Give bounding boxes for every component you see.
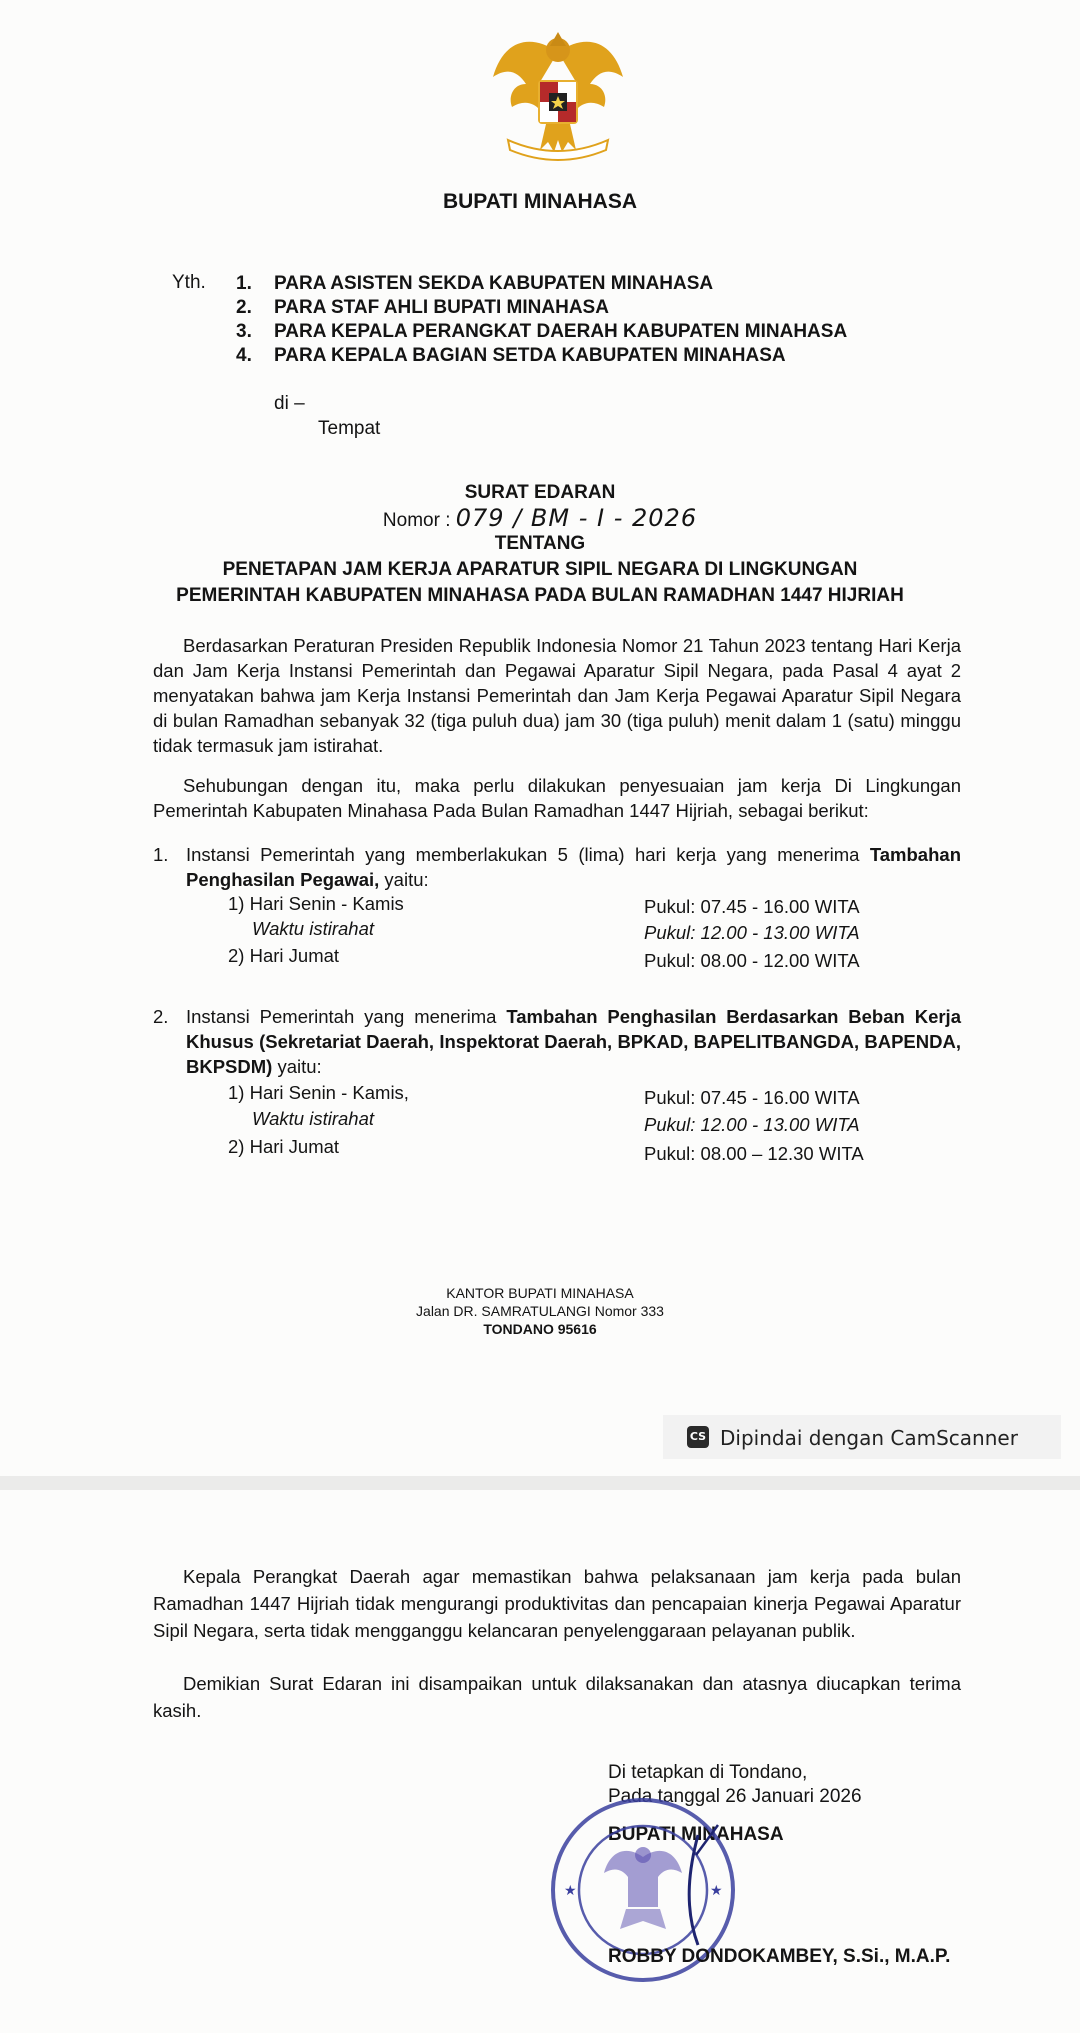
tentang-label: TENTANG	[494, 533, 586, 554]
garuda-emblem-icon	[488, 22, 628, 172]
schedule-row-label: 1) Hari Senin - Kamis	[228, 893, 404, 914]
schedule-row-time: Pukul: 08.00 - 12.00 WITA	[644, 950, 860, 971]
schedule-row-time: Pukul: 12.00 - 13.00 WITA	[644, 1114, 860, 1135]
body-paragraph-2: Sehubungan dengan itu, maka perlu dilakukan penyesuaian jam kerja Di Lingkungan Pemerintah Kabupaten Minahasa Pada Bulan Ramadhan 1447 Hijriah, sebagai berikut:	[153, 775, 961, 821]
schedule-row-label: Waktu istirahat	[252, 1108, 375, 1129]
schedule-row-time: Pukul: 07.45 - 16.00 WITA	[644, 1087, 860, 1108]
document-number: Nomor : 079 / BM - I - 2026	[382, 504, 698, 532]
subject-line-2: PEMERINTAH KABUPATEN MINAHASA PADA BULAN RAMADHAN 1447 HIJRIAH	[176, 585, 904, 606]
body-paragraph-4: Demikian Surat Edaran ini disampaikan untuk dilaksanakan dan atasnya diucapkan terima kasih.	[153, 1673, 961, 1721]
recipient-list	[236, 272, 847, 368]
handwritten-number: 079 / BM - I - 2026	[455, 504, 698, 532]
list-item: 3. PARA KEPALA PERANGKAT DAERAH KABUPATEN MINAHASA	[236, 321, 848, 342]
list-item: 2. PARA STAF AHLI BUPATI MINAHASA	[236, 297, 609, 318]
schedule-row-label: 2) Hari Jumat	[228, 1136, 340, 1157]
footer-address: Jalan DR. SAMRATULANGI Nomor 333	[416, 1303, 664, 1319]
signing-place: Di tetapkan di Tondano,	[608, 1762, 808, 1783]
camscanner-logo-icon: CS	[687, 1426, 709, 1448]
tempat-label: Tempat	[318, 418, 381, 439]
subject-line-1: PENETAPAN JAM KERJA APARATUR SIPIL NEGARA DI LINGKUNGAN	[222, 559, 858, 580]
schedule-row-time: Pukul: 12.00 - 13.00 WITA	[644, 922, 860, 943]
svg-text:★: ★	[710, 1883, 723, 1899]
list-item: 4. PARA KEPALA BAGIAN SETDA KABUPATEN MINAHASA	[236, 345, 786, 366]
signing-official: BUPATI MINAHASA	[608, 1824, 784, 1845]
schedule-row-time: Pukul: 07.45 - 16.00 WITA	[644, 896, 860, 917]
camscanner-watermark	[663, 1415, 1061, 1459]
svg-text:★: ★	[564, 1883, 577, 1899]
camscanner-text: Dipindai dengan CamScanner	[720, 1426, 1018, 1450]
schedule-item-2: 2. Instansi Pemerintah yang menerima Tambahan Penghasilan Berdasarkan Beban Kerja Khusus (Sekretariat Daerah, Inspektorat Daerah, BPKAD, BAPELITBANGDA, BAPENDA, BKPSDM) yaitu:	[153, 1006, 961, 1077]
footer-city: TONDANO 95616	[483, 1321, 597, 1337]
list-item: 1. PARA ASISTEN SEKDA KABUPATEN MINAHASA	[236, 273, 714, 294]
body-paragraph-1: Berdasarkan Peraturan Presiden Republik Indonesia Nomor 21 Tahun 2023 tentang Hari Kerja dan Jam Kerja Instansi Pemerintah dan Pegawai Aparatur Sipil Negara, pada Pasal 4 ayat 2 menyatakan bahwa jam Kerja Instansi Pemerintah dan Jam Kerja Pegawai Aparatur Sipil Negara di bulan Ramadhan sebanyak 32 (tiga puluh dua) jam 30 (tiga puluh) menit dalam 1 (satu) minggu tidak termasuk jam istirahat.	[153, 635, 961, 756]
body-paragraph-3: Kepala Perangkat Daerah agar memastikan bahwa pelaksanaan jam kerja pada bulan Ramadhan 1447 Hijriah tidak mengurangi produktivitas dan pencapaian kinerja Pegawai Aparatur Sipil Negara, serta tidak mengganggu kelancaran penyelenggaraan pelayanan publik.	[153, 1566, 961, 1641]
di-label: di –	[274, 393, 305, 414]
schedule-row-label: 1) Hari Senin - Kamis,	[228, 1082, 409, 1103]
schedule-row-label: Waktu istirahat	[252, 918, 375, 939]
signing-date: Pada tanggal 26 Januari 2026	[608, 1786, 862, 1807]
yth-label: Yth.	[172, 272, 206, 293]
schedule-row-time: Pukul: 08.00 – 12.30 WITA	[644, 1143, 864, 1164]
circular-title: SURAT EDARAN	[464, 482, 616, 503]
schedule-item-1: 1. Instansi Pemerintah yang memberlakukan 5 (lima) hari kerja yang menerima Tambahan Penghasilan Pegawai, yaitu:	[153, 844, 961, 890]
letterhead-title: BUPATI MINAHASA	[442, 190, 638, 213]
footer-office: KANTOR BUPATI MINAHASA	[446, 1285, 634, 1301]
schedule-row-label: 2) Hari Jumat	[228, 945, 340, 966]
signatory-name: ROBBY DONDOKAMBEY, S.Si., M.A.P.	[608, 1946, 951, 1967]
